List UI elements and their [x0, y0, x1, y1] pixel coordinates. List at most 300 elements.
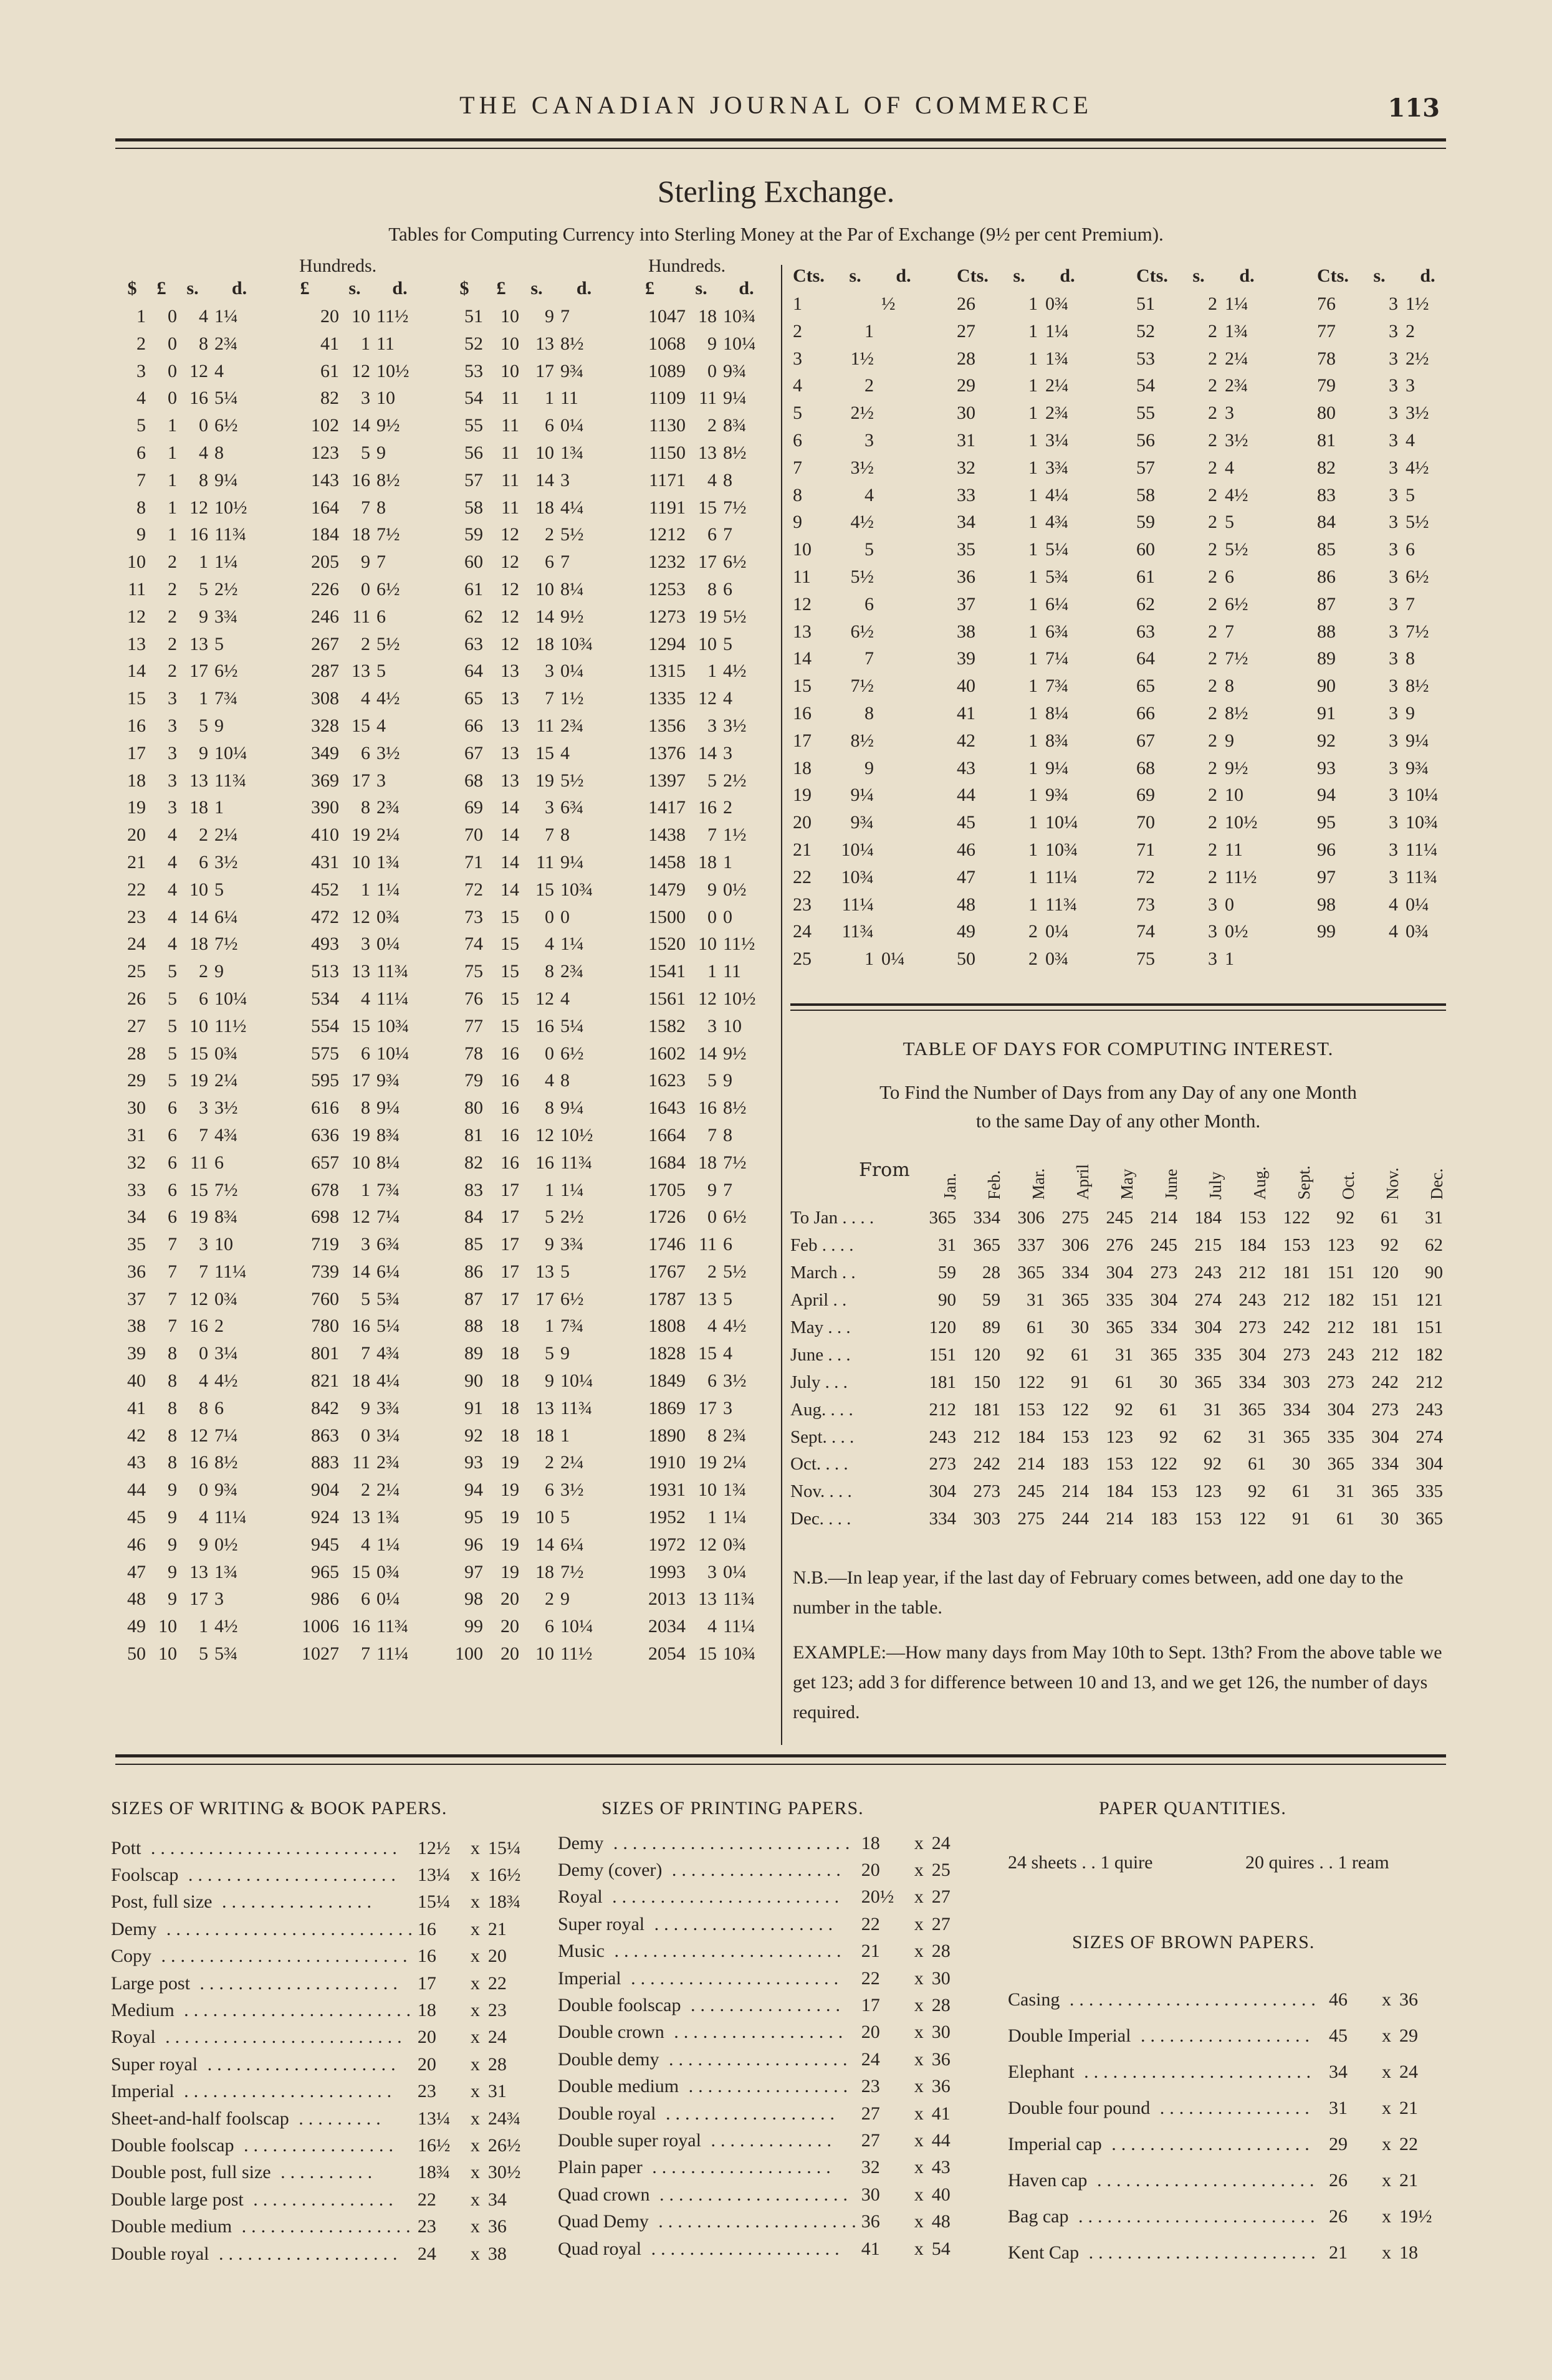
- table-cell: 16: [698, 797, 717, 818]
- paper-name: [558, 2019, 861, 2046]
- table-cell: 7½: [1406, 621, 1429, 642]
- table-cell: 5: [1406, 484, 1415, 505]
- table-cell: 19: [352, 824, 370, 846]
- table-cell: 1: [168, 442, 177, 463]
- table-cell: 3: [707, 1015, 717, 1036]
- table-row: [1317, 618, 1457, 646]
- table-row: [118, 358, 429, 385]
- paper-name: [558, 2046, 861, 2073]
- dot-leader: ................: [234, 2134, 398, 2156]
- table-row: [118, 1395, 429, 1422]
- paper-height: 27: [931, 1913, 951, 1934]
- table-cell: 11: [536, 715, 554, 736]
- table-cell: 2¾: [376, 797, 400, 818]
- paper-height: 19½: [1399, 2206, 1432, 2227]
- table-cell: 8¼: [560, 578, 584, 600]
- table-cell: 8: [199, 333, 208, 354]
- paper-height: 30: [931, 1967, 951, 1989]
- table-row: [793, 427, 933, 454]
- table-cell: 3: [1389, 512, 1398, 533]
- table-row: [446, 794, 776, 821]
- table-cell: 30: [127, 1097, 146, 1119]
- table-cell: 13: [698, 1288, 717, 1309]
- table-row: [558, 1884, 951, 1911]
- table-cell: 2: [168, 552, 177, 573]
- table-cell: 12: [535, 988, 554, 1009]
- table-cell: 8: [168, 1425, 177, 1446]
- table-cell: 10¼: [1045, 812, 1078, 833]
- table-cell: 9¾: [1045, 785, 1069, 806]
- table-cell: 1: [1028, 429, 1038, 451]
- table-cell: 13: [189, 1561, 208, 1582]
- day-count: 335: [1106, 1290, 1133, 1311]
- table-cell: 4: [361, 688, 370, 709]
- cents-table: [957, 262, 1097, 973]
- day-count: 212: [1327, 1317, 1354, 1337]
- month-label: March . .: [790, 1263, 856, 1283]
- column-header: d.: [1239, 265, 1255, 287]
- table-cell: 7: [707, 1124, 717, 1145]
- table-cell: 11½: [1225, 866, 1257, 887]
- table-row: [446, 821, 776, 849]
- table-cell: 11¾: [560, 1152, 593, 1173]
- paper-name-text: Double super royal: [558, 2129, 701, 2151]
- paper-width: 22: [861, 1967, 880, 1989]
- table-cell: 10: [1225, 785, 1243, 806]
- table-cell: 1541: [648, 961, 686, 982]
- table-row: [957, 290, 1097, 318]
- table-cell: 18: [535, 1561, 554, 1582]
- month-label: Oct. . . .: [790, 1454, 848, 1474]
- table-cell: 4: [1406, 429, 1415, 451]
- column-header: s.: [348, 278, 361, 299]
- column-header: £: [645, 278, 654, 299]
- table-cell: 3¾: [560, 1234, 584, 1255]
- table-cell: 267: [311, 633, 339, 654]
- day-count: 335: [1327, 1427, 1354, 1447]
- table-cell: 15: [501, 961, 519, 982]
- table-row: [446, 849, 776, 876]
- table-cell: 2: [137, 333, 146, 354]
- table-cell: 7: [560, 552, 570, 573]
- table-cell: 4: [793, 375, 802, 396]
- paper-height: 40: [931, 2184, 951, 2205]
- table-row: [111, 2159, 520, 2186]
- table-cell: 1952: [648, 1507, 686, 1528]
- table-row: [118, 303, 429, 330]
- table-cell: 75: [1136, 949, 1155, 970]
- table-cell: 12: [535, 1124, 554, 1145]
- table-cell: 6: [723, 578, 732, 600]
- table-cell: 8¾: [376, 1124, 400, 1145]
- table-cell: 16: [501, 1043, 519, 1064]
- day-count: 304: [1415, 1454, 1443, 1474]
- dot-leader: .....................: [648, 2211, 861, 2232]
- table-cell: [874, 427, 933, 454]
- table-cell: 9: [545, 1370, 554, 1392]
- table-cell: 8¾: [214, 1207, 238, 1228]
- table-row: [1317, 563, 1457, 591]
- table-cell: 5: [168, 988, 177, 1009]
- table-cell: 66: [1136, 702, 1155, 724]
- table-cell: 3½: [1225, 429, 1248, 451]
- table-cell: 9: [168, 1589, 177, 1610]
- table-cell: 94: [464, 1479, 483, 1501]
- table-cell: 1: [1028, 621, 1038, 642]
- table-cell: 1109: [649, 388, 686, 409]
- paper-width: 23: [417, 2216, 436, 2237]
- table-cell: 3: [1389, 648, 1398, 669]
- table-cell: 7: [545, 688, 554, 709]
- paper-name: [558, 1857, 861, 1883]
- table-row: [446, 303, 776, 330]
- table-row: [957, 563, 1097, 591]
- table-cell: 9: [545, 306, 554, 327]
- table-cell: 1376: [648, 742, 686, 763]
- table-cell: 2½: [560, 1207, 584, 1228]
- table-row: [118, 1067, 429, 1094]
- table-cell: 10¼: [841, 839, 874, 860]
- table-cell: 86: [464, 1261, 483, 1282]
- day-count: 304: [1238, 1344, 1266, 1365]
- table-cell: 77: [1317, 320, 1336, 342]
- paper-height: 15¼: [487, 1837, 521, 1858]
- table-row: [957, 945, 1097, 973]
- day-count: 153: [1106, 1454, 1133, 1474]
- paper-name-text: Post, full size: [111, 1891, 213, 1913]
- table-row: [1136, 509, 1277, 536]
- table-row: [1317, 918, 1457, 945]
- table-cell: 0: [199, 1343, 208, 1364]
- table-cell: 1: [545, 1179, 554, 1200]
- table-cell: 78: [464, 1043, 483, 1064]
- paper-name: [111, 2132, 418, 2159]
- times-sign: x: [1382, 2242, 1391, 2263]
- table-cell: 3¼: [214, 1343, 238, 1364]
- journal-title: THE CANADIAN JOURNAL OF COMMERCE: [459, 91, 1093, 119]
- dot-leader: ........................: [605, 1941, 846, 1962]
- paper-width: 18¾: [417, 2162, 451, 2183]
- table-cell: 11¼: [376, 988, 409, 1009]
- days-subtitle-line1: To Find the Number of Days from any Day of any one Month: [879, 1081, 1357, 1103]
- table-cell: 2: [168, 606, 177, 627]
- table-cell: 5: [168, 961, 177, 982]
- table-cell: 780: [311, 1316, 339, 1337]
- table-cell: 1130: [649, 415, 686, 436]
- table-cell: 21: [127, 851, 146, 872]
- table-cell: 3: [168, 770, 177, 791]
- table-row: [793, 482, 933, 509]
- dot-leader: ..........: [271, 2162, 378, 2183]
- paper-name: [111, 1916, 418, 1943]
- table-cell: 3: [1389, 403, 1398, 424]
- table-cell: 9: [865, 757, 874, 778]
- table-cell: 1: [865, 320, 874, 342]
- table-cell: 33: [957, 484, 975, 505]
- times-sign: x: [470, 2053, 480, 2075]
- table-row: [793, 727, 933, 755]
- table-cell: 33: [127, 1179, 146, 1200]
- table-cell: 9¼: [723, 388, 747, 409]
- printing-papers-title: SIZES OF PRINTING PAPERS.: [601, 1798, 864, 1818]
- table-row: [111, 2213, 520, 2240]
- table-cell: 1: [707, 1507, 717, 1528]
- table-cell: 7: [361, 1643, 370, 1665]
- table-cell: 554: [311, 1015, 339, 1036]
- paper-name-text: Haven cap: [1008, 2170, 1088, 2191]
- table-cell: 13: [698, 442, 717, 463]
- times-sign: x: [1382, 2098, 1391, 2118]
- table-row: [1136, 672, 1277, 700]
- table-cell: 842: [311, 1397, 339, 1418]
- day-count: 61: [1248, 1454, 1266, 1474]
- table-cell: 1: [1028, 785, 1038, 806]
- table-cell: 6½: [376, 578, 400, 600]
- day-count: 334: [973, 1208, 1000, 1228]
- day-count: 334: [1238, 1372, 1266, 1392]
- paper-width: 34: [1329, 2062, 1348, 2082]
- table-cell: 2: [1028, 949, 1038, 970]
- table-cell: 2: [1208, 512, 1217, 533]
- table-cell: 328: [311, 715, 339, 736]
- table-row: [1317, 781, 1457, 809]
- table-row: [957, 399, 1097, 427]
- table-cell: 4½: [1406, 457, 1429, 478]
- table-cell: 0¾: [1045, 294, 1069, 314]
- table-row: [446, 712, 776, 740]
- table-cell: 56: [1136, 429, 1155, 451]
- table-row: [118, 1094, 429, 1122]
- table-row: [1136, 427, 1277, 454]
- column-header: d.: [739, 278, 754, 299]
- day-count: 212: [1371, 1344, 1399, 1365]
- dot-leader: .............: [701, 2129, 836, 2151]
- day-count: 92: [1115, 1399, 1133, 1420]
- table-cell: 4½: [723, 661, 747, 682]
- table-row: [118, 1340, 429, 1367]
- table-cell: 1787: [648, 1288, 686, 1309]
- table-cell: 2: [168, 661, 177, 682]
- table-cell: 7½: [376, 524, 400, 545]
- paper-name-text: Double foolscap: [558, 1995, 681, 2016]
- table-cell: 79: [464, 1070, 483, 1091]
- table-cell: 3: [1389, 676, 1398, 697]
- table-cell: 9: [376, 442, 386, 463]
- table-cell: 4¼: [560, 497, 584, 518]
- table-cell: 44: [957, 785, 975, 806]
- day-count: 181: [1283, 1263, 1310, 1283]
- table-cell: 2: [361, 1479, 370, 1501]
- day-count: 365: [1238, 1399, 1266, 1420]
- table-cell: 1273: [648, 606, 686, 627]
- table-cell: 1315: [648, 661, 686, 682]
- table-row: [446, 1040, 776, 1068]
- table-cell: 1: [199, 1616, 208, 1637]
- table-cell: 79: [1317, 375, 1336, 396]
- table-cell: 0: [707, 1207, 717, 1228]
- paper-name-text: Copy: [111, 1946, 152, 1967]
- table-cell: 3: [545, 661, 554, 682]
- table-cell: 5: [545, 1207, 554, 1228]
- table-cell: 76: [464, 988, 483, 1009]
- table-cell: 12: [698, 1534, 717, 1555]
- table-row: [957, 372, 1097, 399]
- table-cell: 11¼: [841, 894, 874, 915]
- paper-width: 27: [861, 2103, 880, 2124]
- paper-width: 17: [861, 1995, 880, 2016]
- dot-leader: ....................: [649, 2184, 853, 2205]
- table-cell: 11: [190, 1152, 208, 1173]
- table-cell: 0: [545, 1043, 554, 1064]
- table-row: [793, 536, 933, 563]
- table-cell: 11½: [560, 1643, 593, 1665]
- table-cell: 10: [535, 442, 554, 463]
- table-cell: 56: [464, 442, 483, 463]
- table-cell: 9: [168, 1534, 177, 1555]
- table-cell: 16: [189, 1316, 208, 1337]
- table-cell: 6: [723, 1234, 732, 1255]
- table-cell: 13: [501, 661, 519, 682]
- table-cell: 0¾: [1406, 921, 1429, 942]
- day-count: 304: [1106, 1263, 1133, 1283]
- day-count: 61: [1159, 1399, 1177, 1420]
- table-cell: 8: [137, 497, 146, 518]
- table-cell: 3: [1389, 839, 1398, 860]
- table-cell: 19: [501, 1561, 519, 1582]
- table-cell: 3: [1208, 921, 1217, 942]
- table-cell: 4½: [850, 512, 874, 533]
- table-row: [957, 591, 1097, 618]
- table-cell: 0¼: [560, 415, 584, 436]
- table-cell: [874, 836, 933, 864]
- table-cell: 4½: [214, 1370, 238, 1392]
- table-cell: 9: [545, 1234, 554, 1255]
- times-sign: x: [914, 2157, 924, 2178]
- table-row: [558, 2208, 951, 2235]
- table-cell: 12: [793, 593, 812, 614]
- table-cell: 16: [535, 1015, 554, 1036]
- day-count: 30: [1292, 1454, 1310, 1474]
- paper-name: [558, 1911, 861, 1938]
- table-row: [793, 454, 933, 482]
- table-row: [790, 1451, 1443, 1478]
- table-row: [957, 482, 1097, 509]
- dot-leader: .......................: [1087, 2170, 1320, 2191]
- table-cell: 58: [464, 497, 483, 518]
- table-cell: 40: [957, 676, 975, 697]
- table-cell: 1849: [648, 1370, 686, 1392]
- table-cell: 9¾: [214, 1479, 238, 1501]
- table-cell: 96: [1317, 839, 1336, 860]
- table-cell: 1006: [302, 1616, 339, 1637]
- table-cell: 22: [793, 866, 812, 887]
- paper-name: [558, 1965, 861, 1992]
- table-cell: 6: [168, 1124, 177, 1145]
- table-cell: 15: [501, 934, 519, 955]
- table-cell: 6½: [723, 1207, 747, 1228]
- table-cell: 87: [1317, 593, 1336, 614]
- table-cell: 9½: [1225, 757, 1248, 778]
- table-cell: 493: [311, 934, 339, 955]
- table-cell: 67: [1136, 730, 1155, 751]
- day-count: 273: [973, 1481, 1000, 1502]
- table-row: [118, 1585, 429, 1613]
- table-cell: 4: [723, 1343, 732, 1364]
- table-cell: 3: [214, 1589, 224, 1610]
- table-cell: 9: [707, 1179, 717, 1200]
- quire-line: 24 sheets . . 1 quire: [1008, 1852, 1153, 1873]
- table-row: [118, 985, 429, 1013]
- table-cell: 9: [361, 1397, 370, 1418]
- paper-name: [111, 1889, 418, 1916]
- paper-name-text: Double foolscap: [111, 2134, 234, 2156]
- table-row: [111, 1861, 520, 1888]
- day-count: 153: [1283, 1235, 1310, 1256]
- table-cell: 12: [501, 633, 519, 654]
- table-cell: 60: [1136, 539, 1155, 560]
- paper-name-text: Elephant: [1008, 2062, 1075, 2082]
- day-count: 184: [1106, 1481, 1133, 1502]
- table-cell: 16: [352, 469, 370, 490]
- table-cell: 5¾: [214, 1643, 238, 1665]
- table-cell: 17: [698, 552, 717, 573]
- table-cell: 25: [127, 961, 146, 982]
- table-row: [1317, 645, 1457, 672]
- table-row: [1136, 591, 1277, 618]
- table-row: [111, 2078, 520, 2105]
- table-cell: 86: [1317, 566, 1336, 587]
- paper-name-text: Quad crown: [558, 2184, 650, 2205]
- table-cell: 10½: [723, 988, 756, 1009]
- month-label: April . .: [790, 1290, 847, 1311]
- day-count: 335: [1415, 1481, 1443, 1502]
- table-cell: 9¼: [376, 1097, 400, 1119]
- table-row: [1136, 918, 1277, 945]
- table-cell: 9: [793, 512, 802, 533]
- day-count: 151: [929, 1344, 956, 1365]
- table-cell: 14: [535, 1534, 554, 1555]
- table-cell: 1500: [648, 906, 686, 927]
- day-count: 30: [1071, 1317, 1089, 1337]
- table-row: [558, 2100, 951, 2127]
- paper-name-text: Royal: [111, 2027, 156, 2048]
- month-header-1: Feb.: [985, 1170, 1004, 1200]
- table-cell: 10: [158, 1616, 177, 1637]
- table-row: [1008, 1982, 1432, 2018]
- table-row: [1136, 809, 1277, 836]
- table-cell: 1: [199, 552, 208, 573]
- table-cell: 100: [455, 1643, 483, 1665]
- table-row: [118, 1286, 429, 1313]
- table-cell: [874, 372, 933, 399]
- table-cell: 2¼: [723, 1452, 747, 1473]
- table-cell: [874, 509, 933, 536]
- table-cell: 14: [189, 906, 208, 927]
- paper-height: 20: [487, 1946, 507, 1967]
- times-sign: x: [1382, 2025, 1391, 2046]
- dot-leader: ...................: [644, 1913, 838, 1934]
- paper-height: 24: [487, 2027, 507, 2048]
- table-row: [793, 864, 933, 891]
- table-row: [790, 1287, 1443, 1314]
- day-count: 334: [1371, 1454, 1399, 1474]
- table-cell: 123: [311, 442, 339, 463]
- table-cell: 10: [158, 1643, 177, 1665]
- table-cell: 3: [1389, 320, 1398, 342]
- table-cell: 11: [560, 388, 578, 409]
- table-cell: 4: [199, 442, 208, 463]
- table-cell: 6: [168, 1097, 177, 1119]
